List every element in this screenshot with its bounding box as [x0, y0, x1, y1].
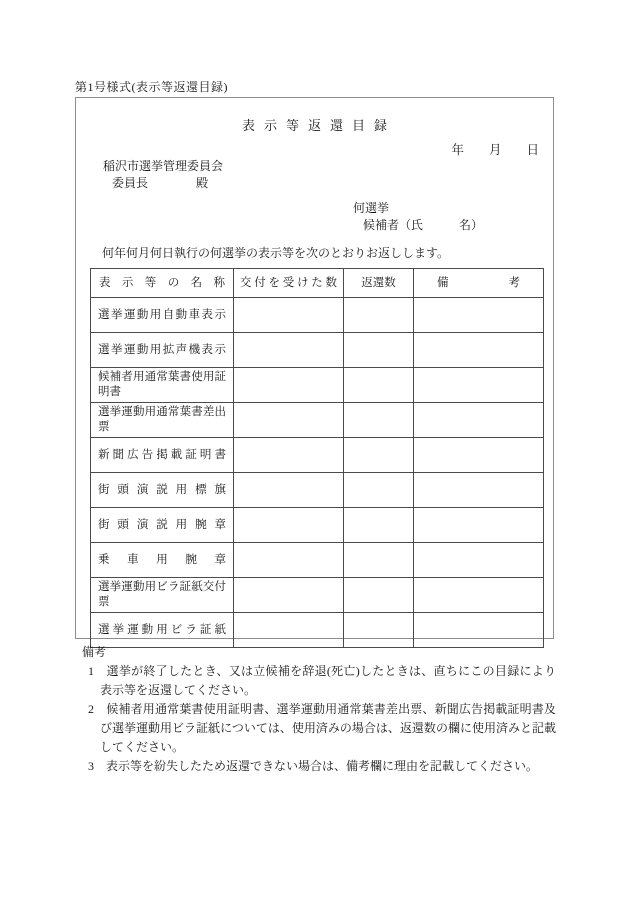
- document-frame: [75, 97, 554, 639]
- table-row: [91, 473, 544, 508]
- table-row: [91, 543, 544, 578]
- note-number: 3: [88, 759, 107, 773]
- issued-count-cell: [234, 333, 344, 368]
- returned-count-cell: [344, 368, 414, 403]
- issued-count-cell: [234, 298, 344, 333]
- addressee-chairperson: 委員長 殿: [112, 176, 209, 190]
- item-name-cell: 街頭演説用標旗: [91, 473, 234, 508]
- table-header-row: [91, 269, 544, 298]
- item-name-cell: 選挙運動用拡声機表示: [91, 333, 234, 368]
- issued-count-cell: [234, 403, 344, 438]
- remarks-cell: [414, 578, 544, 613]
- returned-count-cell: [344, 403, 414, 438]
- note-number: 2: [88, 702, 107, 716]
- remarks-cell: [414, 298, 544, 333]
- note-item: [88, 662, 556, 700]
- issued-count-cell: [234, 543, 344, 578]
- table-row: [91, 333, 544, 368]
- item-name-cell: 新聞広告掲載証明書: [91, 438, 234, 473]
- form-code-label: 第1号様式(表示等返還目録): [75, 80, 228, 94]
- remarks-cell: [414, 473, 544, 508]
- item-name-cell: 候補者用通常葉書使用証明書: [91, 368, 234, 403]
- returned-count-cell: [344, 473, 414, 508]
- note-text: 表示等を紛失したため返還できない場合は、備考欄に理由を記載してください。: [106, 759, 539, 773]
- note-number: 1: [88, 664, 107, 678]
- remarks-cell: [414, 508, 544, 543]
- table-row: [91, 578, 544, 613]
- table-row: [91, 368, 544, 403]
- table-row: [91, 508, 544, 543]
- item-name-cell: 街頭演説用腕章: [91, 508, 234, 543]
- issued-count-cell: [234, 508, 344, 543]
- intro-sentence: 何年何月何日執行の何選挙の表示等を次のとおりお返しします。: [102, 246, 450, 260]
- note-item: [88, 757, 556, 776]
- returned-count-cell: [344, 543, 414, 578]
- notes-heading: 備考: [82, 645, 107, 659]
- date-line: 年 月 日: [451, 143, 539, 157]
- table-row: [91, 298, 544, 333]
- header-item-name: 表示等の名称: [91, 269, 234, 298]
- table-row: [91, 438, 544, 473]
- table-row: [91, 403, 544, 438]
- document-title: 表示等返還目録: [241, 118, 396, 133]
- issued-count-cell: [234, 578, 344, 613]
- remarks-cell: [414, 333, 544, 368]
- sender-candidate: 候補者（氏 名）: [363, 218, 484, 232]
- header-returned-count: 返還数: [344, 269, 414, 298]
- returned-count-cell: [344, 578, 414, 613]
- issued-count-cell: [234, 368, 344, 403]
- remarks-cell: [414, 368, 544, 403]
- header-remarks: 備考: [414, 269, 544, 298]
- issued-count-cell: [234, 438, 344, 473]
- note-text: 選挙が終了したとき、又は立候補を辞退(死亡)したときは、直ちにこの目録により表示等を返還してください。: [100, 664, 556, 697]
- remarks-cell: [414, 403, 544, 438]
- remarks-cell: [414, 438, 544, 473]
- issued-count-cell: [234, 473, 344, 508]
- item-name-cell: 選挙運動用ビラ証紙: [91, 613, 234, 648]
- item-name-cell: 選挙運動用ビラ証紙交付票: [91, 578, 234, 613]
- returned-count-cell: [344, 438, 414, 473]
- returned-count-cell: [344, 298, 414, 333]
- item-name-cell: 乗車用腕章: [91, 543, 234, 578]
- remarks-cell: [414, 543, 544, 578]
- returned-count-cell: [344, 333, 414, 368]
- header-issued-count: 交付を受けた数: [234, 269, 344, 298]
- note-text: 候補者用通常葉書使用証明書、選挙運動用通常葉書差出票、新聞広告掲載証明書及び選挙運動用ビラ証紙については、使用済みの場合は、返還数の欄に使用済みと記載してください。: [100, 702, 556, 754]
- returned-count-cell: [344, 508, 414, 543]
- return-items-table: [90, 268, 544, 648]
- note-item: [88, 700, 556, 757]
- item-name-cell: 選挙運動用通常葉書差出票: [91, 403, 234, 438]
- addressee-committee: 稲沢市選挙管理委員会: [103, 159, 224, 173]
- sender-election: 何選挙: [353, 201, 390, 215]
- item-name-cell: 選挙運動用自動車表示: [91, 298, 234, 333]
- notes-section: [82, 643, 556, 776]
